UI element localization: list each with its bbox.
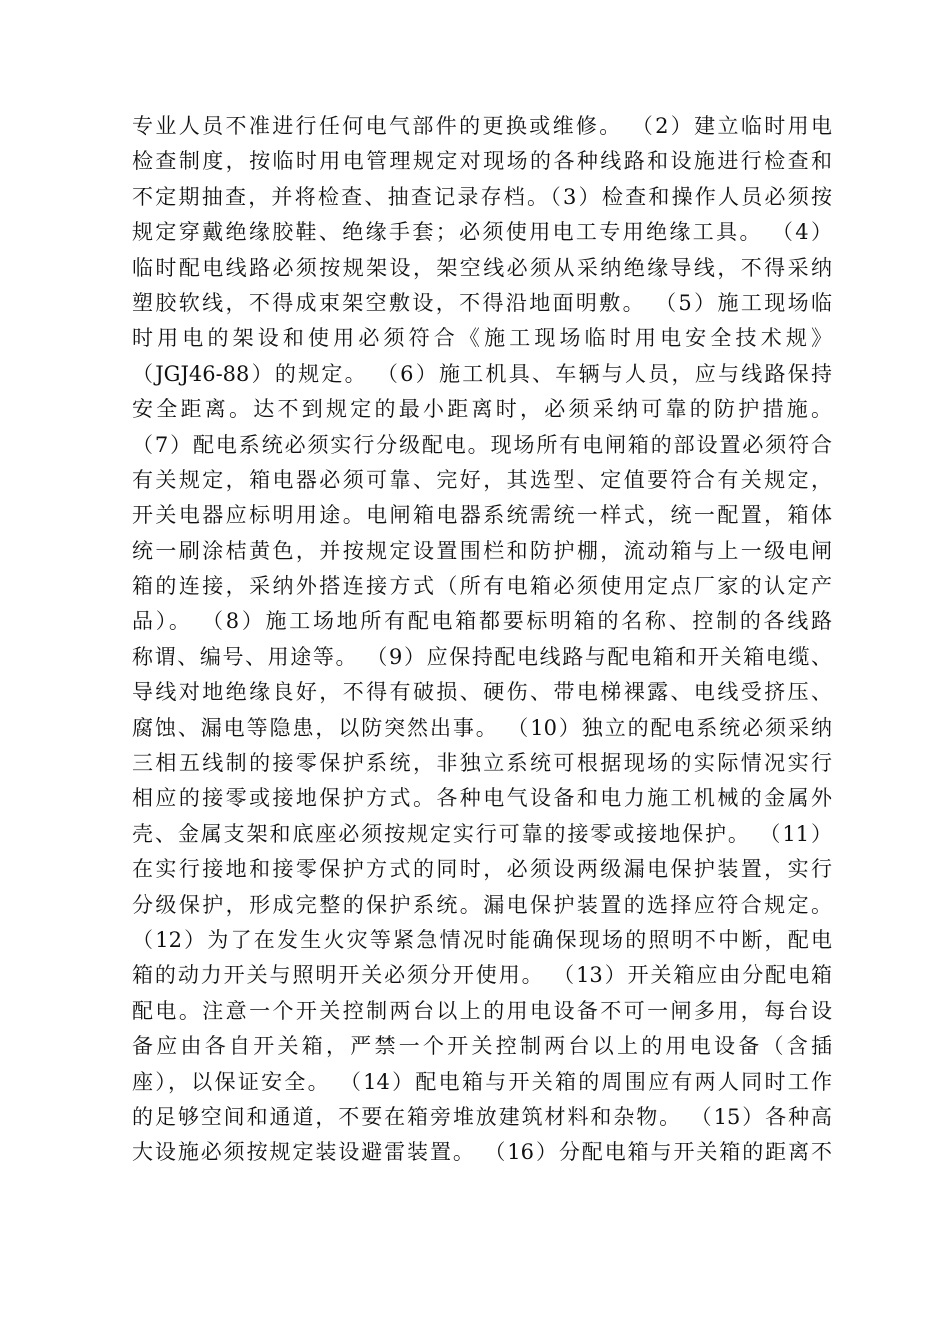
text-line: 临时配电线路必须按规架设，架空线必须从采纳绝缘导线，不得采纳 — [132, 255, 832, 280]
text-line: 备应由各自开关箱，严禁一个开关控制两台以上的用电设备（含插 — [132, 1034, 832, 1059]
text-line: 开关电器应标明用途。电闸箱电器系统需统一样式，统一配置，箱体 — [132, 503, 832, 528]
text-line: 在实行接地和接零保护方式的同时，必须设两级漏电保护装置，实行 — [132, 857, 832, 882]
body-text — [132, 109, 832, 1171]
text-line: 箱的连接，采纳外搭连接方式（所有电箱必须使用定点厂家的认定产 — [132, 574, 832, 599]
text-line: 时用电的架设和使用必须符合《施工现场临时用电安全技术规》 — [132, 326, 832, 351]
text-line: 专业人员不准进行任何电气部件的更换或维修。 （2）建立临时用电 — [132, 114, 832, 138]
text-line: 品）。 （8）施工场地所有配电箱都要标明箱的名称、控制的各线路 — [132, 609, 832, 634]
text-line: 分级保护，形成完整的保护系统。漏电保护装置的选择应符合规定。 — [132, 892, 832, 917]
text-line: 配电。注意一个开关控制两台以上的用电设备不可一闸多用，每台设 — [132, 998, 832, 1023]
text-line: 不定期抽查，并将检查、抽查记录存档。（3）检查和操作人员必须按 — [132, 184, 832, 209]
text-line: 安全距离。达不到规定的最小距离时，必须采纳可靠的防护措施。 — [132, 397, 832, 422]
text-line: 相应的接零或接地保护方式。各种电气设备和电力施工机械的金属外 — [132, 786, 832, 811]
text-line: 三相五线制的接零保护系统，非独立系统可根据现场的实际情况实行 — [132, 751, 832, 776]
text-line: 导线对地绝缘良好，不得有破损、硬伤、带电梯裸露、电线受挤压、 — [132, 680, 832, 705]
text-line: 箱的动力开关与照明开关必须分开使用。 （13）开关箱应由分配电箱 — [132, 963, 832, 988]
text-line: 大设施必须按规定装设避雷装置。 （16）分配电箱与开关箱的距离不 — [132, 1140, 832, 1165]
text-line: 的足够空间和通道，不要在箱旁堆放建筑材料和杂物。 （15）各种高 — [132, 1104, 832, 1129]
text-line: 规定穿戴绝缘胶鞋、绝缘手套；必须使用电工专用绝缘工具。 （4） — [132, 220, 832, 245]
text-line: （7）配电系统必须实行分级配电。现场所有电闸箱的部设置必须符合 — [132, 432, 832, 457]
text-line: 壳、金属支架和底座必须按规定实行可靠的接零或接地保护。 （11） — [132, 821, 832, 846]
text-line: 有关规定，箱电器必须可靠、完好，其选型、定值要符合有关规定， — [132, 467, 832, 492]
text-line: 统一刷涂桔黄色，并按规定设置围栏和防护棚，流动箱与上一级电闸 — [132, 538, 832, 563]
text-line: 称谓、编号、用途等。 （9）应保持配电线路与配电箱和开关箱电缆、 — [132, 644, 832, 669]
text-line: 检查制度，按临时用电管理规定对现场的各种线路和设施进行检查和 — [132, 149, 832, 174]
text-line: （12）为了在发生火灾等紧急情况时能确保现场的照明不中断，配电 — [132, 927, 832, 952]
text-line: （JGJ46-88）的规定。 （6）施工机具、车辆与人员，应与线路保持 — [132, 361, 832, 386]
text-line: 腐蚀、漏电等隐患，以防突然出事。 （10）独立的配电系统必须采纳 — [132, 715, 832, 740]
text-line: 座），以保证安全。 （14）配电箱与开关箱的周围应有两人同时工作 — [132, 1069, 832, 1094]
text-line: 塑胶软线，不得成束架空敷设，不得沿地面明敷。 （5）施工现场临 — [132, 290, 832, 315]
